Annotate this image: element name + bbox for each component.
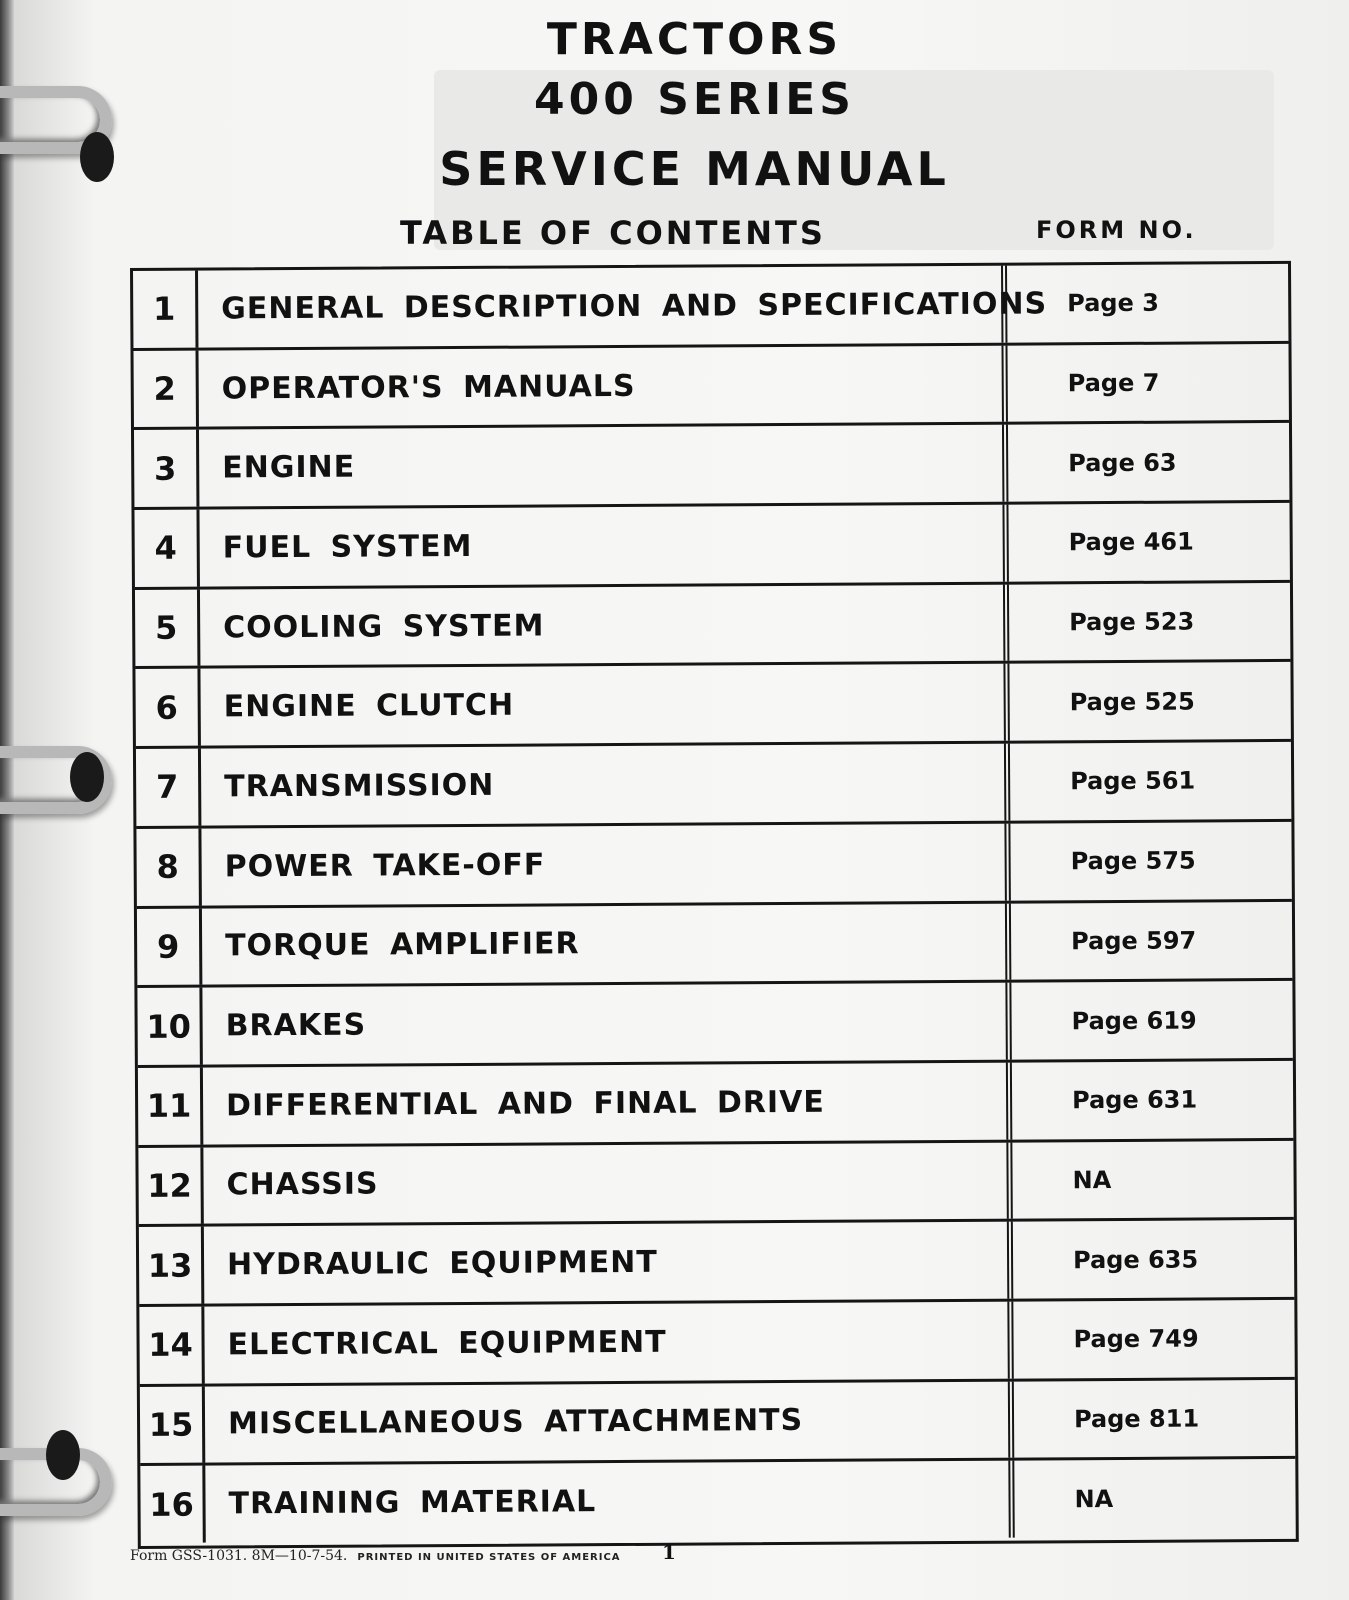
toc-row-label: DIFFERENTIAL AND FINAL DRIVE [226, 1084, 825, 1124]
form-code: Form GSS-1031. 8M—10-7-54. [130, 1548, 348, 1564]
toc-row-label: ENGINE [222, 449, 356, 486]
toc-row [133, 264, 1288, 351]
toc-row-label: MISCELLANEOUS ATTACHMENTS [227, 1403, 804, 1442]
toc-row-page: Page 597 [1005, 901, 1292, 979]
footer-form-line [130, 1548, 621, 1564]
toc-row-label: OPERATOR'S MANUALS [221, 368, 636, 406]
toc-row-label: FUEL SYSTEM [222, 528, 473, 566]
toc-row [138, 1061, 1293, 1148]
toc-row [137, 981, 1292, 1068]
toc-row-number: 11 [138, 1067, 203, 1144]
toc-row [139, 1220, 1294, 1307]
toc-row-label: COOLING SYSTEM [223, 608, 545, 646]
toc-row-number: 5 [135, 589, 200, 666]
toc-row-number: 6 [135, 669, 200, 746]
punch-hole-bottom [46, 1430, 80, 1480]
toc-table [130, 261, 1299, 1549]
toc-row-label: GENERAL DESCRIPTION AND SPECIFICATIONS [221, 286, 1048, 327]
toc-row-number: 12 [138, 1147, 203, 1224]
toc-row [134, 423, 1289, 510]
toc-row-label: HYDRAULIC EQUIPMENT [226, 1244, 658, 1283]
title-line-1: TRACTORS [546, 14, 843, 65]
toc-row-number: 9 [137, 908, 202, 985]
toc-heading: TABLE OF CONTENTS [400, 214, 826, 252]
toc-row-page: Page 619 [1005, 981, 1292, 1059]
toc-row [135, 583, 1290, 670]
toc-row-label: TORQUE AMPLIFIER [225, 926, 580, 964]
toc-row-number: 15 [140, 1386, 205, 1463]
toc-row [140, 1459, 1295, 1543]
toc-row [139, 1300, 1294, 1387]
toc-row [140, 1380, 1295, 1467]
form-no-heading: FORM NO. [1036, 216, 1197, 244]
toc-row-label: POWER TAKE-OFF [224, 847, 546, 885]
toc-row-page: Page 631 [1006, 1061, 1293, 1139]
toc-row [135, 662, 1290, 749]
toc-row-label: ENGINE CLUTCH [223, 687, 515, 725]
toc-row [136, 742, 1291, 829]
toc-row [134, 344, 1289, 431]
toc-row-number: 4 [134, 510, 199, 587]
toc-row-number: 16 [140, 1466, 205, 1543]
toc-row-number: 10 [137, 988, 202, 1065]
toc-row-label: TRAINING MATERIAL [228, 1484, 597, 1522]
toc-row-label: ELECTRICAL EQUIPMENT [227, 1324, 667, 1363]
toc-row-page: Page 749 [1007, 1300, 1294, 1378]
toc-row-number: 7 [136, 749, 201, 826]
toc-row-page: Page 525 [1003, 662, 1290, 740]
toc-row-number: 3 [134, 430, 199, 507]
toc-row [138, 1140, 1293, 1227]
toc-row-page: Page 635 [1007, 1220, 1294, 1298]
toc-row-number: 13 [139, 1227, 204, 1304]
title-line-3: SERVICE MANUAL [439, 142, 950, 196]
page-number: 1 [662, 1540, 676, 1564]
toc-row-page: Page 523 [1003, 583, 1290, 661]
toc-row-label: CHASSIS [226, 1166, 379, 1203]
title-line-2: 400 SERIES [534, 74, 855, 125]
toc-row-page: Page 561 [1004, 742, 1291, 820]
toc-row-page: Page 811 [1008, 1380, 1295, 1458]
toc-row-number: 8 [136, 828, 201, 905]
toc-row-page: Page 461 [1002, 503, 1289, 581]
toc-row [134, 503, 1289, 590]
toc-row-page: Page 63 [1002, 423, 1289, 501]
toc-row-number: 14 [139, 1307, 204, 1384]
printed-notice: PRINTED IN UNITED STATES OF AMERICA [357, 1552, 621, 1563]
toc-row [136, 822, 1291, 909]
toc-row-page: Page 3 [1001, 264, 1288, 342]
toc-row-number: 1 [133, 271, 198, 348]
toc-row-label: BRAKES [225, 1007, 367, 1044]
toc-row-page: Page 575 [1004, 822, 1291, 900]
toc-row-page: NA [1006, 1140, 1293, 1218]
toc-row [137, 901, 1292, 988]
toc-row-page: NA [1008, 1459, 1295, 1537]
toc-row-label: TRANSMISSION [224, 767, 495, 805]
toc-row-number: 2 [134, 350, 199, 427]
toc-row-page: Page 7 [1001, 344, 1288, 422]
punch-hole-middle [70, 752, 104, 802]
